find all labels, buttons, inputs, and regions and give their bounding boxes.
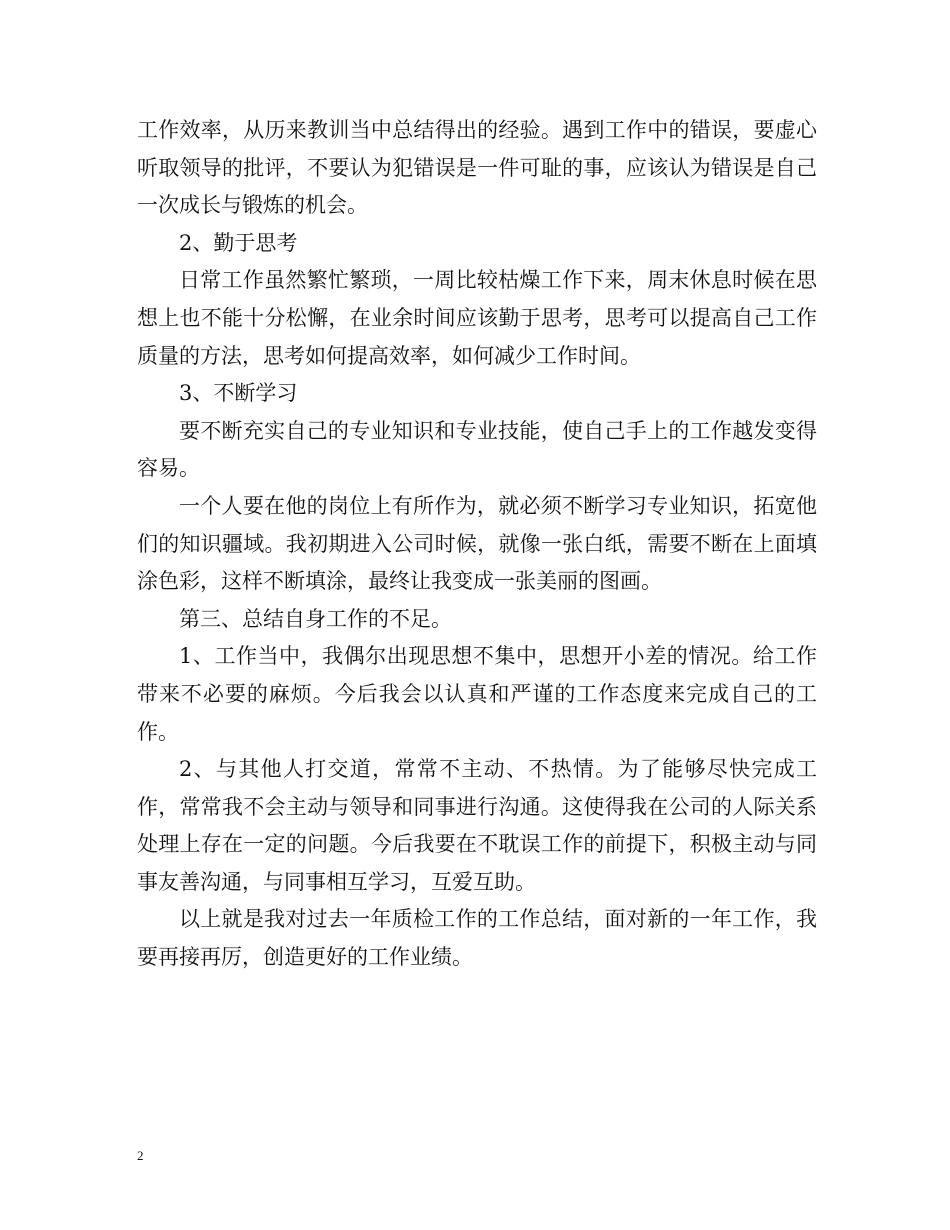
- heading-shortcomings: 第三、总结自身工作的不足。: [179, 606, 452, 631]
- document-body: [137, 112, 817, 977]
- page-number: 2: [137, 1148, 144, 1163]
- paragraph-learning: 要不断充实自己的专业知识和专业技能，使自己手上的工作越发变得容易。: [137, 418, 817, 481]
- paragraph-career-growth: 一个人要在他的岗位上有所作为，就必须不断学习专业知识，拓宽他们的知识疆域。我初期进入公司时候，就像一张白纸，需要不断在上面填涂色彩，这样不断填涂，最终让我变成一张美丽的图画。: [137, 493, 817, 594]
- paragraph-shortcoming-focus: 1、工作当中，我偶尔出现思想不集中，思想开小差的情况。给工作带来不必要的麻烦。今后我会以认真和严谨的工作态度来完成自己的工作。: [137, 644, 817, 744]
- paragraph-thinking: 日常工作虽然繁忙繁琐，一周比较枯燥工作下来，周末休息时候在思想上也不能十分松懈，在业余时间应该勤于思考，思考可以提高自己工作质量的方法，思考如何提高效率，如何减少工作时间。: [137, 268, 817, 368]
- paragraph-continuation: 工作效率，从历来教训当中总结得出的经验。遇到工作中的错误，要虚心听取领导的批评，不要认为犯错误是一件可耻的事，应该认为错误是自己一次成长与锻炼的机会。: [137, 118, 817, 218]
- heading-think-diligently: 2、勤于思考: [179, 230, 298, 255]
- paragraph-shortcoming-communication: 2、与其他人打交道，常常不主动、不热情。为了能够尽快完成工作，常常我不会主动与领导和同事进行沟通。这使得我在公司的人际关系处理上存在一定的问题。今后我要在不耽误工作的前提下，积极主动与同事友善沟通，与同事相互学习，互爱互助。: [137, 757, 817, 894]
- heading-keep-learning: 3、不断学习: [179, 381, 298, 406]
- paragraph-conclusion: 以上就是我对过去一年质检工作的工作总结，面对新的一年工作，我要再接再厉，创造更好的工作业绩。: [137, 907, 817, 970]
